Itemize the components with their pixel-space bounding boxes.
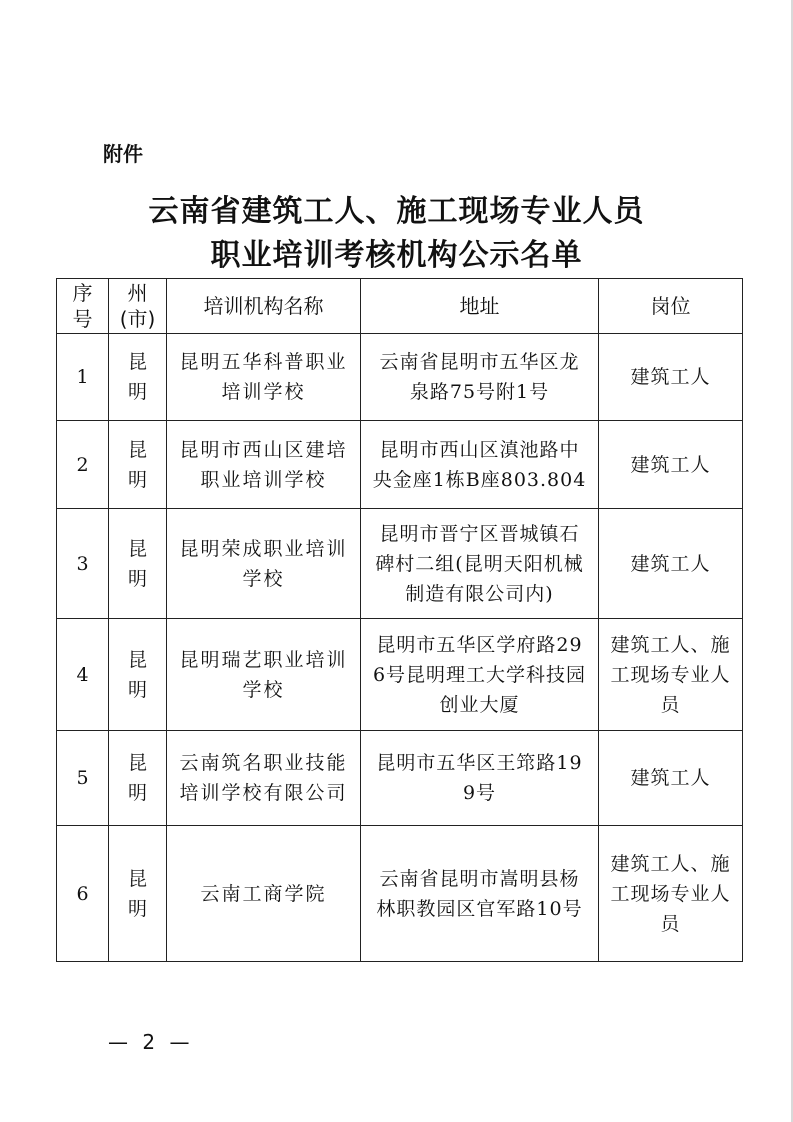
cell-name: 云南工商学院 [167, 826, 361, 962]
table-row [57, 619, 743, 731]
cell-city: 昆明 [109, 421, 167, 509]
header-position: 岗位 [599, 279, 743, 334]
cell-position: 建筑工人 [599, 731, 743, 826]
table-row [57, 509, 743, 619]
page-number: — 2 — [108, 1030, 194, 1054]
table-row [57, 731, 743, 826]
cell-position: 建筑工人、施工现场专业人员 [599, 619, 743, 731]
cell-no: 2 [57, 421, 109, 509]
institution-table [56, 278, 743, 962]
cell-city: 昆明 [109, 826, 167, 962]
header-name: 培训机构名称 [167, 279, 361, 334]
cell-city: 昆明 [109, 334, 167, 421]
header-city: 州(市) [109, 279, 167, 334]
cell-name: 昆明荣成职业培训学校 [167, 509, 361, 619]
cell-no: 3 [57, 509, 109, 619]
header-address: 地址 [361, 279, 599, 334]
table-header-row [57, 279, 743, 334]
cell-no: 6 [57, 826, 109, 962]
cell-address: 云南省昆明市五华区龙泉路75号附1号 [361, 334, 599, 421]
title-line-2: 职业培训考核机构公示名单 [210, 238, 583, 273]
header-no: 序号 [57, 279, 109, 334]
cell-address: 昆明市晋宁区晋城镇石碑村二组(昆明天阳机械制造有限公司内) [361, 509, 599, 619]
cell-position: 建筑工人 [599, 509, 743, 619]
cell-position: 建筑工人、施工现场专业人员 [599, 826, 743, 962]
cell-no: 1 [57, 334, 109, 421]
title-line-1: 云南省建筑工人、施工现场专业人员 [148, 194, 645, 229]
cell-address: 云南省昆明市嵩明县杨林职教园区官军路10号 [361, 826, 599, 962]
cell-no: 4 [57, 619, 109, 731]
cell-name: 云南筑名职业技能培训学校有限公司 [167, 731, 361, 826]
cell-no: 5 [57, 731, 109, 826]
table-row [57, 826, 743, 962]
table-row [57, 421, 743, 509]
cell-position: 建筑工人 [599, 421, 743, 509]
cell-city: 昆明 [109, 509, 167, 619]
attachment-label: 附件 [103, 142, 143, 166]
cell-address: 昆明市五华区学府路296号昆明理工大学科技园创业大厦 [361, 619, 599, 731]
cell-position: 建筑工人 [599, 334, 743, 421]
cell-name: 昆明市西山区建培职业培训学校 [167, 421, 361, 509]
cell-city: 昆明 [109, 619, 167, 731]
cell-city: 昆明 [109, 731, 167, 826]
cell-address: 昆明市五华区王筇路199号 [361, 731, 599, 826]
cell-address: 昆明市西山区滇池路中央金座1栋B座803.804 [361, 421, 599, 509]
cell-name: 昆明五华科普职业培训学校 [167, 334, 361, 421]
table-row [57, 334, 743, 421]
document-title [0, 190, 793, 278]
cell-name: 昆明瑞艺职业培训学校 [167, 619, 361, 731]
